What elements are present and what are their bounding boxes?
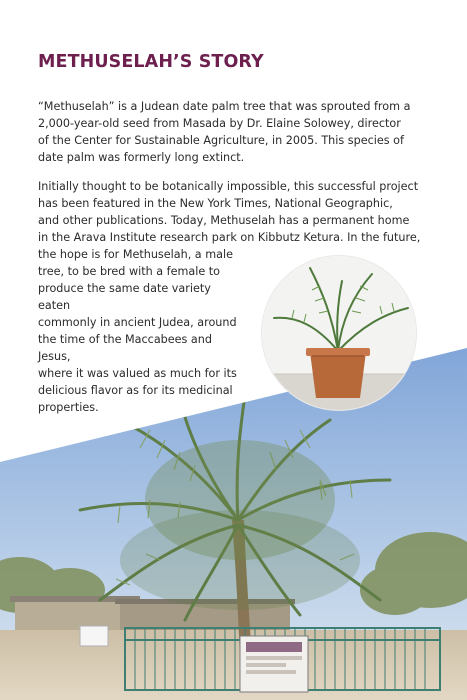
paragraph-line: produce the same date variety eaten: [38, 282, 211, 312]
paragraph-line: the time of the Maccabees and Jesus,: [38, 333, 212, 363]
potted-palm-illustration: [262, 256, 416, 410]
paragraph-line: delicious flavor as for its medicinal: [38, 384, 233, 397]
potted-palm-photo: [262, 256, 416, 410]
paragraph-line: and other publications. Today, Methuselah has a permanent home: [38, 214, 410, 227]
paragraph-line: commonly in ancient Judea, around: [38, 316, 237, 329]
paragraph-line: in the Arava Institute research park on Kibbutz Ketura. In the future,: [38, 231, 421, 244]
paragraph-line: Initially thought to be botanically impossible, this successful project: [38, 180, 419, 193]
paragraph-line: the hope is for Methuselah, a male: [38, 248, 233, 261]
intro-paragraph: “Methuselah” is a Judean date palm tree that was sprouted from a 2,000-year-old seed from Masada by Dr. Elaine Solowey, director of the Center for Sustainable Agriculture, in 2005. This species of date palm was formerly long extinct.: [38, 100, 411, 164]
paragraph-line: properties.: [38, 401, 99, 414]
paragraph-line: has been featured in the New York Times, National Geographic,: [38, 197, 393, 210]
page-title: METHUSELAH’S STORY: [38, 52, 264, 72]
paragraph-line: tree, to be bred with a female to: [38, 265, 220, 278]
paragraph-line: where it was valued as much for its: [38, 367, 237, 380]
